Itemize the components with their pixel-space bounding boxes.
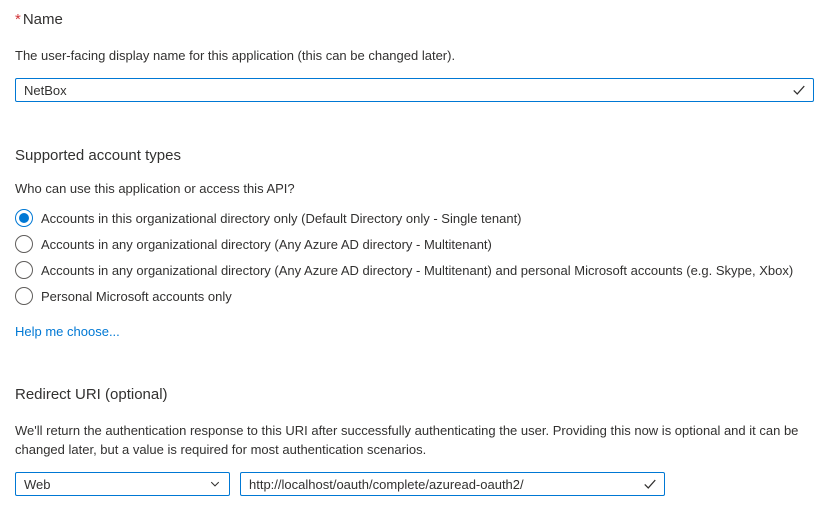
chevron-down-icon [209,478,221,490]
account-type-label: Accounts in any organizational directory (Any Azure AD directory - Multitenant) and personal Microsoft accounts (e.g. Skype, Xbox) [41,262,794,278]
redirect-uri-input-wrap [240,472,665,496]
required-marker: * [15,11,21,28]
radio-single-tenant-icon[interactable] [15,209,33,227]
account-type-label: Accounts in any organizational directory (Any Azure AD directory - Multitenant) [41,236,492,252]
account-type-option-personal-only[interactable] [15,283,814,309]
name-input-wrap [15,78,814,102]
help-me-choose-link[interactable]: Help me choose... [15,324,120,339]
validation-check-icon [792,83,806,97]
redirect-uri-description: We'll return the authentication response to this URI after successfully authenticating the user. Providing this now is optional and it can be changed later, but a value is required for most authentication scenarios. [15,423,799,457]
name-input[interactable] [15,78,814,102]
name-title-text: Name [22,11,63,28]
radio-personal-only-icon[interactable] [15,287,33,305]
account-types-question: Who can use this application or access this API? [15,181,295,196]
account-type-option-multitenant-personal[interactable] [15,257,814,283]
name-section-title [15,10,814,30]
platform-dropdown[interactable] [15,472,230,496]
account-type-label: Personal Microsoft accounts only [41,288,232,304]
account-type-option-single-tenant[interactable] [15,205,814,231]
radio-multitenant-icon[interactable] [15,235,33,253]
redirect-uri-input[interactable] [240,472,665,496]
account-types-radio-group [15,205,814,309]
account-type-label: Accounts in this organizational directory only (Default Directory only - Single tenant) [41,210,522,226]
validation-check-icon [643,477,657,491]
name-description: The user-facing display name for this application (this can be changed later). [15,48,456,63]
redirect-uri-controls [15,472,814,496]
redirect-uri-title: Redirect URI (optional) [15,386,168,403]
account-type-option-multitenant[interactable] [15,231,814,257]
account-types-title: Supported account types [15,147,181,164]
platform-dropdown-value: Web [24,476,51,492]
radio-multitenant-personal-icon[interactable] [15,261,33,279]
